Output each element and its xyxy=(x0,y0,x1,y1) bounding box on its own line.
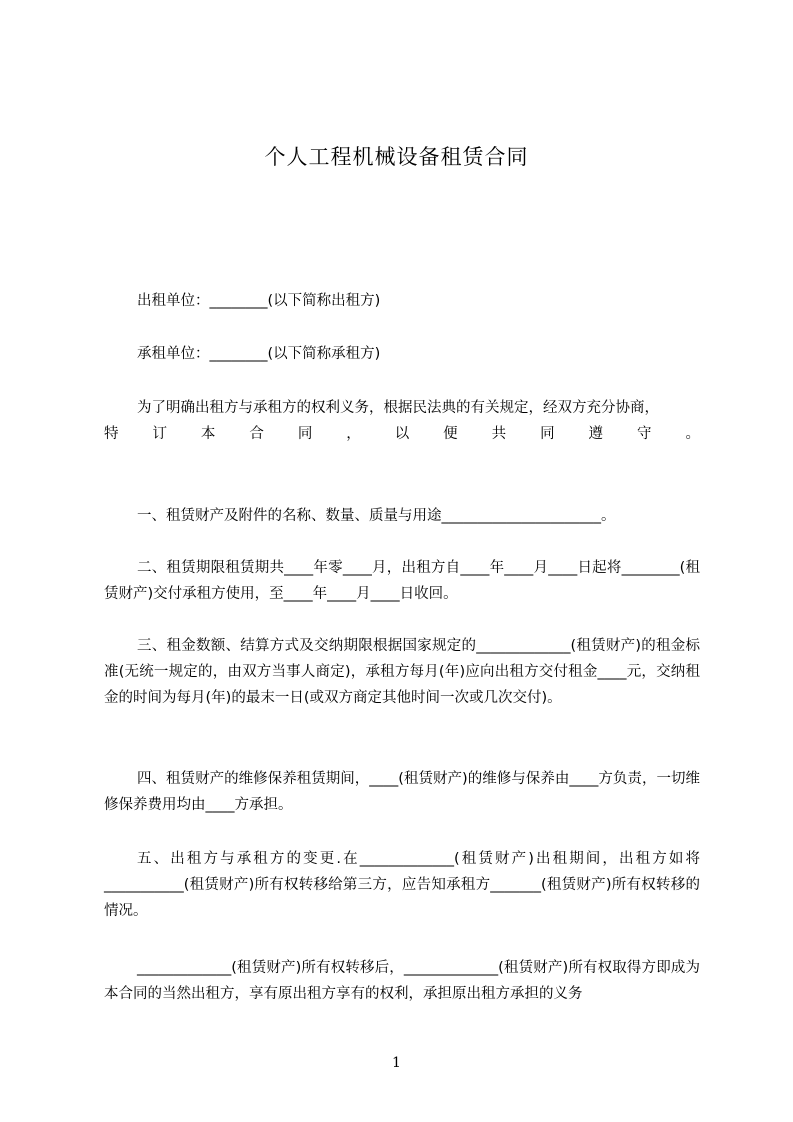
clause-3: 三、租金数额、结算方式及交纳期限根据国家规定的_____________(租赁财产)的租金标准(无统一规定的，由双方当事人商定)，承租方每月(年)应向出租方交付租金____元，交纳租金的时间为每月(年)的最末一日(或双方商定其他时间一次或几次交付)。 xyxy=(104,638,700,706)
clause-2: 二、租赁期限租赁期共____年零____月，出租方自____年____月____日起将________(租赁财产)交付承租方使用，至____年____月____日收回。 xyxy=(104,560,700,602)
clause-5: 五、出租方与承租方的变更.在_____________(租赁财产)出租期间，出租方如将___________(租赁财产)所有权转移给第三方，应告知承租方_______(租赁财产)所有权转移的情况。 xyxy=(104,851,700,919)
clause-4: 四、租赁财产的维修保养租赁期间，____(租赁财产)的维修与保养由____方负责，一切维修保养费用均由____方承担。 xyxy=(104,771,700,813)
intro-paragraph-spaced-line: 特 订 本 合 同 ， 以 便 共 同 遵 守 。 xyxy=(104,426,700,442)
page-number: 1 xyxy=(392,1055,401,1071)
document-title: 个人工程机械设备租赁合同 xyxy=(264,145,529,169)
clause-5-continued: _____________(租赁财产)所有权转移后，_____________(租赁财产)所有权取得方即成为本合同的当然出租方，享有原出租方享有的权利，承担原出租方承担的义务 xyxy=(104,960,700,1002)
lessor-line: 出租单位：________(以下简称出租方) xyxy=(137,293,381,309)
intro-paragraph: 为了明确出租方与承租方的权利义务，根据民法典的有关规定，经双方充分协商， xyxy=(137,400,659,416)
clause-1: 一、租赁财产及附件的名称、数量、质量与用途______________________。 xyxy=(137,508,616,524)
lessee-line: 承租单位：________(以下简称承租方) xyxy=(137,346,381,362)
